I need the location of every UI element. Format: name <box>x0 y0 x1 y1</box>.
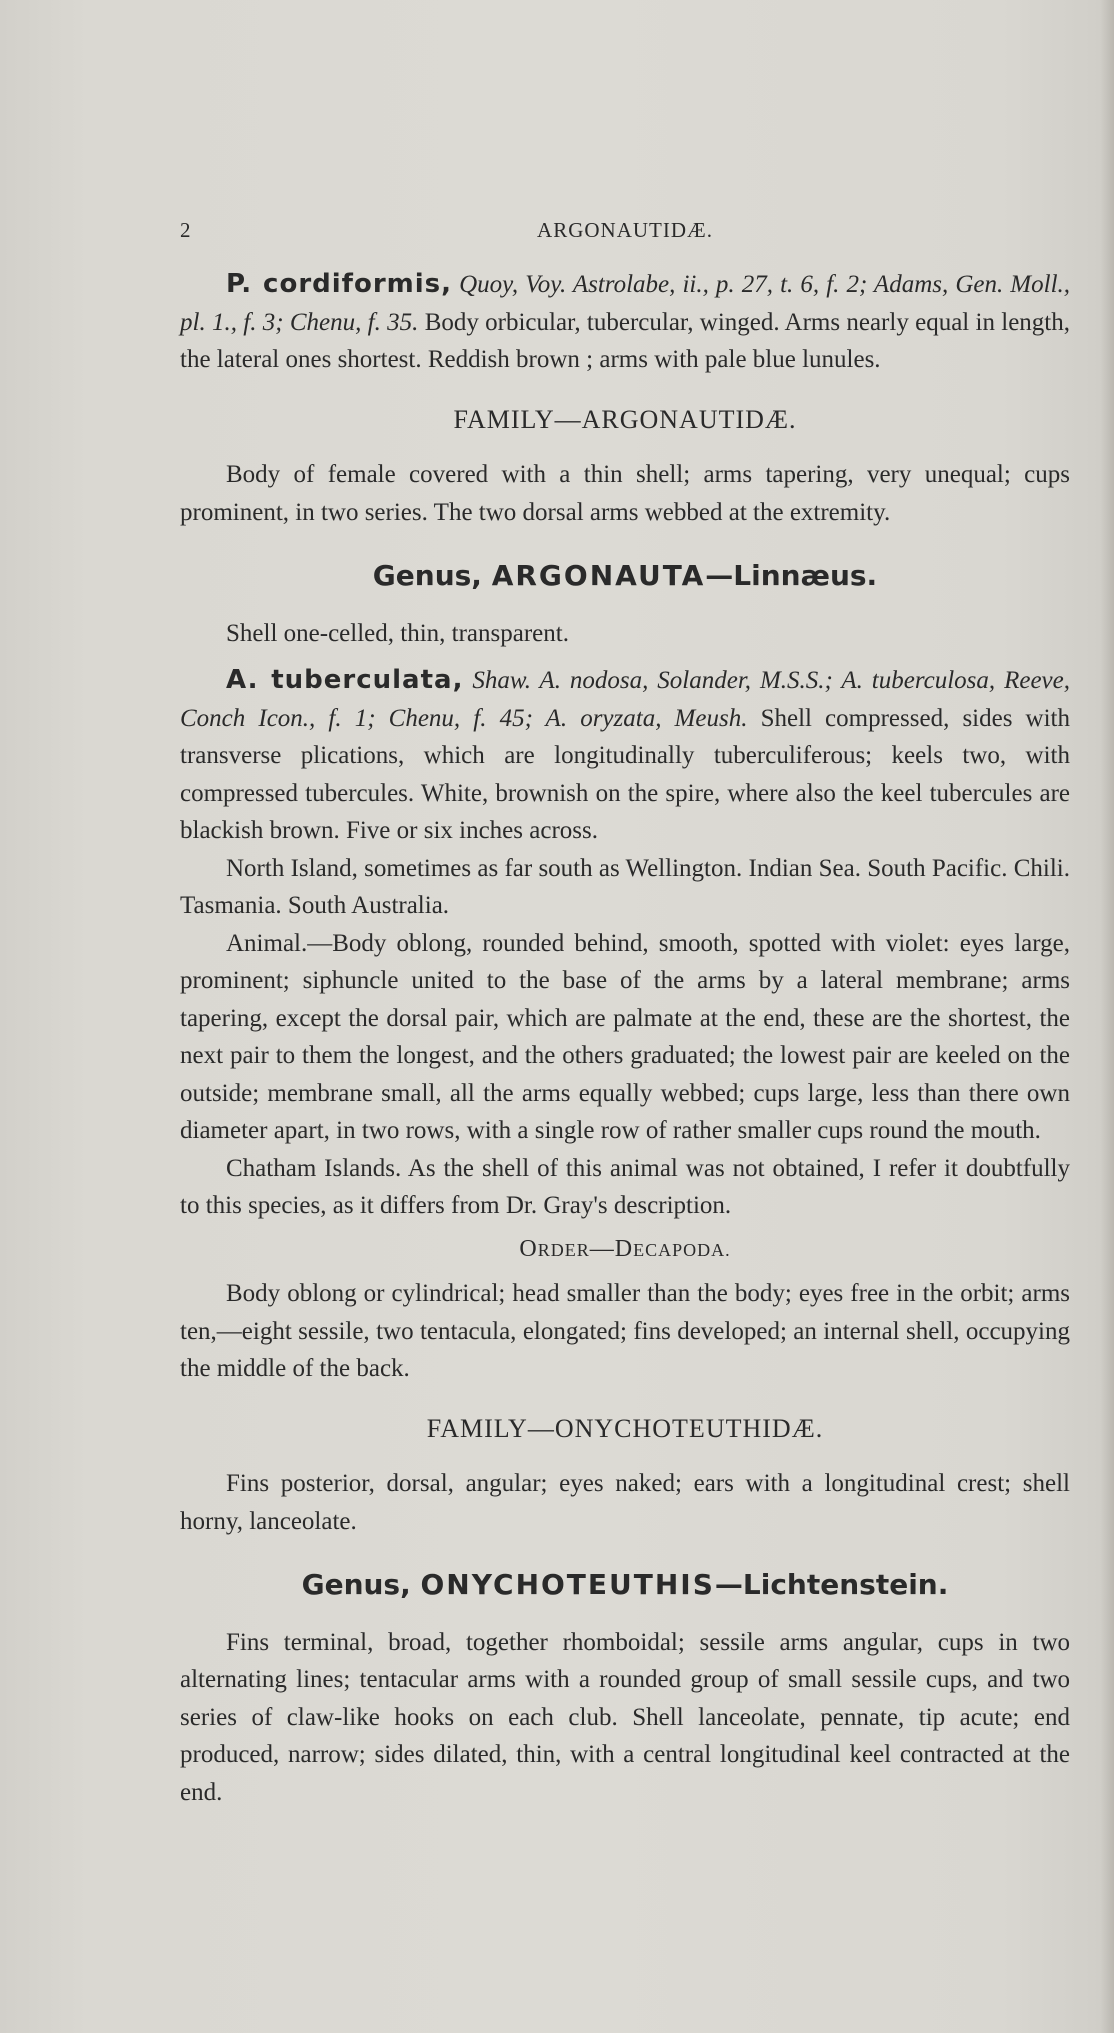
order-description-decapoda: Body oblong or cylindrical; head smaller than the body; eyes free in the orbit; arms ten,—eight sessile, two tentacula, elongated; fins developed; an internal shell, occupying the middle of the back. <box>180 1280 1070 1382</box>
order-name-initial: D <box>614 1235 634 1262</box>
species-entry-p-cordiformis <box>180 266 1070 379</box>
genus-authority: —Linnæus. <box>705 559 878 592</box>
species-name: A. tuberculata, <box>226 665 464 695</box>
running-head <box>180 218 1070 248</box>
genus-label: Genus, <box>301 1568 411 1601</box>
species-animal-description: Animal.—Body oblong, rounded behind, smooth, spotted with violet: eyes large, prominent; siphuncle united to the base of the arms by a lateral membrane; arms tapering, except the dorsal pair, which are palmate at the end, these are the shortest, the next pair to them the longest, and the others graduated; the lowest pair are keeled on the outside; membrane small, all the arms equally webbed; cups large, less than there own diameter apart, in two rows, with a single row of rather smaller cups round the mouth. <box>180 929 1070 1144</box>
genus-authority: —Lichtenstein. <box>714 1568 949 1601</box>
species-entry-a-tuberculata <box>180 662 1070 850</box>
order-word-rest: RDER <box>537 1239 590 1260</box>
genus-description-argonauta: Shell one-celled, thin, transparent. <box>226 619 569 647</box>
family-description-argonautidae: Body of female covered with a thin shell; arms tapering, very unequal; cups prominent, in two series. The two dorsal arms webbed at the extremity. <box>180 461 1070 526</box>
genus-name: ONYCHOTEUTHIS <box>420 1568 715 1601</box>
species-distribution: North Island, sometimes as far south as Wellington. Indian Sea. South Pacific. Chili. Tasmania. South Australia. <box>180 854 1070 919</box>
page-body <box>180 266 1070 1811</box>
order-heading-decapoda <box>180 1231 1070 1270</box>
order-dash: — <box>589 1235 615 1262</box>
species-chatham-note: Chatham Islands. As the shell of this animal was not obtained, I refer it doubtfully to this species, as it differs from Dr. Gray's description. <box>180 1154 1070 1219</box>
family-heading-argonautidae: FAMILY—ARGONAUTIDÆ. <box>453 404 797 434</box>
page-number: 2 <box>180 218 192 242</box>
family-description-onychoteuthidae: Fins posterior, dorsal, angular; eyes naked; ears with a longitudinal crest; shell horny, lanceolate. <box>180 1470 1070 1535</box>
species-description: Body orbicular, tubercular, winged. Arms nearly equal in length, the lateral ones shortest. Reddish brown ; arms with pale blue lunules. <box>180 308 1071 373</box>
species-citation: Quoy, Voy. Astrolabe, ii., p. 27, t. 6, f. 2; Adams, Gen. Moll., pl. 1., f. 3; Chenu, f. 35. <box>180 271 1071 336</box>
genus-description-onychoteuthis: Fins terminal, broad, together rhomboidal; sessile arms angular, cups in two alternating lines; tentacular arms with a rounded group of small sessile cups, and two series of claw-like hooks on each club. Shell lanceolate, pennate, tip acute; end produced, narrow; sides dilated, thin, with a central longitudinal keel contracted at the end. <box>180 1628 1070 1806</box>
family-heading-onychoteuthidae: FAMILY—ONYCHOTEUTHIDÆ. <box>426 1413 824 1443</box>
page-edge-shadow <box>1100 0 1114 2033</box>
running-title: ARGONAUTIDÆ. <box>537 218 713 242</box>
species-name: P. cordiformis, <box>226 269 453 299</box>
genus-label: Genus, <box>372 559 482 592</box>
species-citation: Shaw. A. nodosa, Solander, M.S.S.; A. tuberculosa, Reeve, Conch Icon., f. 1; Chenu, f. 45; A. oryzata, Meush. <box>180 667 1070 732</box>
species-description: Shell compressed, sides with transverse plications, which are longitudinally tuberculiferous; keels two, with compressed tubercules. White, brownish on the spire, where also the keel tubercules are blackish brown. Five or six inches across. <box>180 704 1070 844</box>
genus-name: ARGONAUTA <box>491 559 706 592</box>
order-name-rest: ECAPODA. <box>633 1239 731 1260</box>
genus-heading-argonauta <box>180 557 1070 595</box>
order-word-initial: O <box>519 1235 538 1262</box>
genus-heading-onychoteuthis <box>180 1566 1070 1604</box>
spacer <box>180 652 1070 662</box>
